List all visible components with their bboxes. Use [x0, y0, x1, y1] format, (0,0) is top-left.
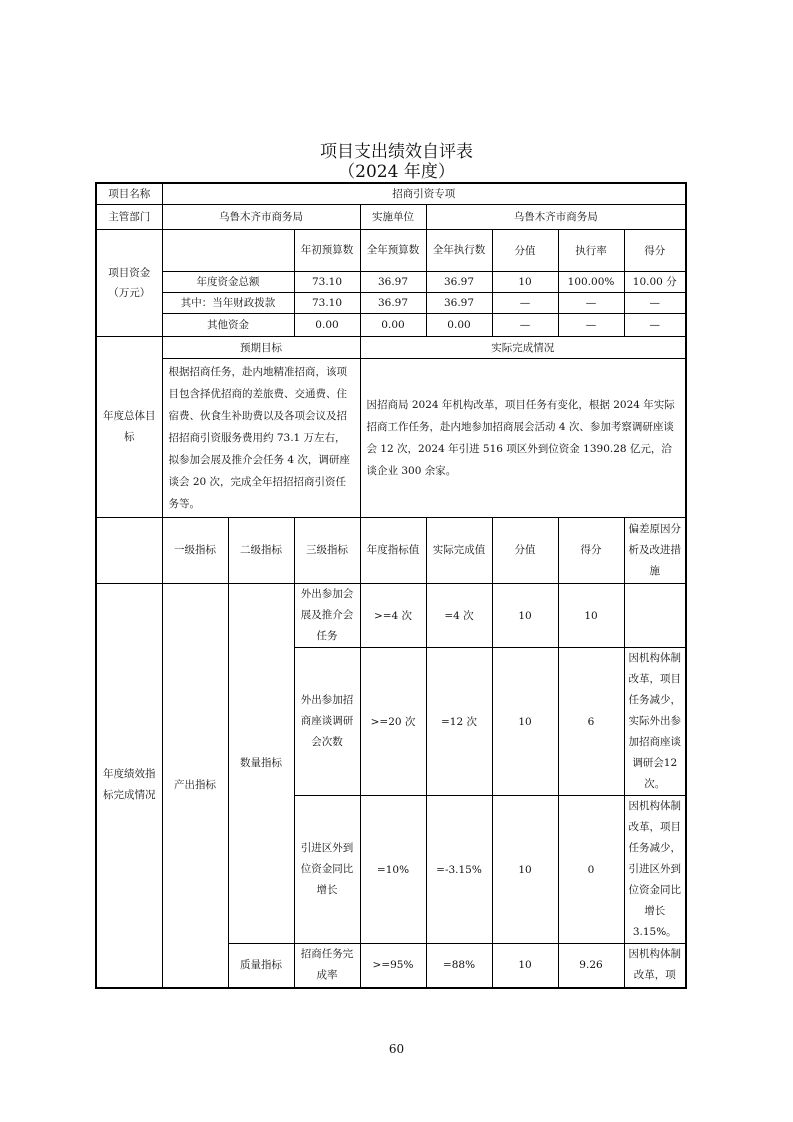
indicator-header: 偏差原因分析及改进措施	[624, 518, 686, 584]
impl-value: 乌鲁木齐市商务局	[426, 205, 686, 230]
indicator-score: 10	[558, 584, 624, 648]
goals-text-row	[96, 359, 686, 518]
funds-cell: 100.00%	[558, 272, 624, 293]
indicator-actual: =88%	[426, 944, 492, 988]
funds-row	[96, 272, 686, 293]
indicator-actual: =-3.15%	[426, 796, 492, 944]
indicator-target: >=95%	[360, 944, 426, 988]
indicator-header-blank	[96, 518, 162, 584]
indicator-score: 6	[558, 648, 624, 796]
funds-cell: 36.97	[426, 293, 492, 314]
funds-row-label: 其他资金	[162, 314, 294, 337]
indicator-header: 年度指标值	[360, 518, 426, 584]
goals-header-row	[96, 337, 686, 359]
indicator-score: 0	[558, 796, 624, 944]
indicator-header-row	[96, 518, 686, 584]
indicator-reason: 因机构体制改革，项目任务减少，引进区外到位资金同比增长 3.15%。	[624, 796, 686, 944]
funds-header-row	[96, 230, 686, 272]
expected-goal-text: 根据招商任务，赴内地精准招商，该项目包含择优招商的差旅费、交通费、住宿费、伙食生补助费以及各项会议及招招招商引资服务费用约 73.1 万左右，拟参加会展及推介会任务 4 次，调研座谈会 20 次，完成全年招招招商引资任务等。	[162, 359, 360, 518]
indicator-score: 9.26	[558, 944, 624, 988]
funds-label	[96, 230, 162, 337]
funds-cell: 0.00	[426, 314, 492, 337]
department-row	[96, 205, 686, 230]
level2-quality: 质量指标	[228, 944, 294, 988]
funds-header: 执行率	[558, 230, 624, 272]
funds-cell: 36.97	[360, 272, 426, 293]
indicator-header: 得分	[558, 518, 624, 584]
goals-label: 年度总体目标	[96, 337, 162, 518]
indicator-score-value: 10	[492, 944, 558, 988]
funds-cell: 10	[492, 272, 558, 293]
indicator-header: 实际完成值	[426, 518, 492, 584]
doc-title: 项目支出绩效自评表	[320, 142, 473, 162]
funds-header: 分值	[492, 230, 558, 272]
project-name-row	[96, 183, 686, 205]
doc-year: （2024 年度）	[338, 162, 455, 182]
indicator-header: 二级指标	[228, 518, 294, 584]
indicator-target: >=4 次	[360, 584, 426, 648]
indicator-actual: =4 次	[426, 584, 492, 648]
funds-header: 全年执行数	[426, 230, 492, 272]
funds-header: 全年预算数	[360, 230, 426, 272]
indicator-name: 外出参加招商座谈调研会次数	[294, 648, 360, 796]
impl-label: 实施单位	[360, 205, 426, 230]
indicator-actual: =12 次	[426, 648, 492, 796]
funds-cell: —	[558, 293, 624, 314]
funds-label-line1: 项目资金	[108, 267, 151, 279]
level1-indicator: 产出指标	[162, 584, 228, 988]
funds-header-blank	[162, 230, 294, 272]
funds-cell: —	[624, 293, 686, 314]
indicator-reason: 因机构体制改革，项目任务减少，实际外出参加招商座谈调研会12次。	[624, 648, 686, 796]
indicator-score-value: 10	[492, 796, 558, 944]
funds-header: 年初预算数	[294, 230, 360, 272]
project-name-label: 项目名称	[96, 183, 162, 205]
dept-value: 乌鲁木齐市商务局	[162, 205, 360, 230]
funds-cell: 10.00 分	[624, 272, 686, 293]
indicator-target: =10%	[360, 796, 426, 944]
indicator-score-value: 10	[492, 648, 558, 796]
indicator-name: 引进区外到位资金同比增长	[294, 796, 360, 944]
funds-cell: —	[624, 314, 686, 337]
funds-row	[96, 293, 686, 314]
funds-cell: 36.97	[360, 293, 426, 314]
funds-cell: —	[558, 314, 624, 337]
performance-table	[95, 182, 687, 989]
funds-cell: 73.10	[294, 293, 360, 314]
project-name: 招商引资专项	[162, 183, 686, 205]
funds-row-label: 年度资金总额	[162, 272, 294, 293]
indicator-row	[96, 584, 686, 648]
indicator-header: 一级指标	[162, 518, 228, 584]
page-number: 60	[388, 1042, 405, 1056]
funds-row	[96, 314, 686, 337]
actual-completion-label: 实际完成情况	[360, 337, 686, 359]
indicator-header: 分值	[492, 518, 558, 584]
funds-header: 得分	[624, 230, 686, 272]
funds-cell: 73.10	[294, 272, 360, 293]
funds-label-line2: （万元）	[108, 287, 151, 299]
indicator-header: 三级指标	[294, 518, 360, 584]
level2-quantity: 数量指标	[228, 584, 294, 944]
indicator-score-value: 10	[492, 584, 558, 648]
indicator-name: 招商任务完成率	[294, 944, 360, 988]
dept-label: 主管部门	[96, 205, 162, 230]
expected-goal-label: 预期目标	[162, 337, 360, 359]
indicator-reason	[624, 584, 686, 648]
funds-cell: 0.00	[360, 314, 426, 337]
funds-cell: 36.97	[426, 272, 492, 293]
indicator-section-label: 年度绩效指标完成情况	[96, 584, 162, 988]
funds-cell: 0.00	[294, 314, 360, 337]
indicator-name: 外出参加会展及推介会任务	[294, 584, 360, 648]
indicator-target: >=20 次	[360, 648, 426, 796]
actual-completion-text: 因招商局 2024 年机构改革，项目任务有变化，根据 2024 年实际招商工作任务，赴内地参加招商展会活动 4 次、参加考察调研座谈会 12 次，2024 年引进 516 项区外到位资金 1390.28 亿元，洽谈企业 300 余家。	[360, 359, 686, 518]
indicator-reason: 因机构体制改革，项	[624, 944, 686, 988]
funds-cell: —	[492, 293, 558, 314]
funds-cell: —	[492, 314, 558, 337]
funds-row-label: 其中：当年财政拨款	[162, 293, 294, 314]
